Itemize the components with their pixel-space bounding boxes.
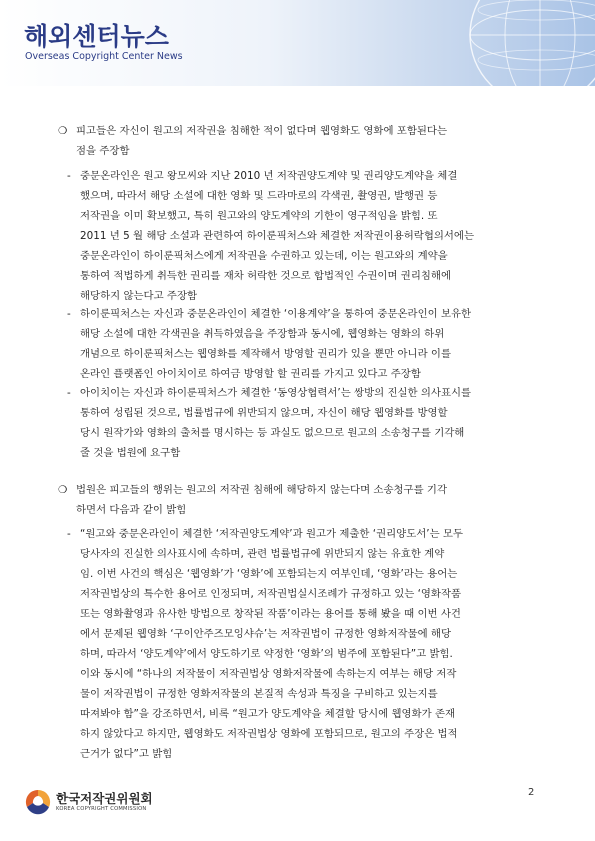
paragraph-line: 하며, 따라서 ‘양도계약’에서 양도하기로 약정한 ‘영화’의 범주에 포함된다”고 밝힘. — [80, 648, 453, 660]
paragraph-line: 피고들은 자신이 원고의 저작권을 침해한 적이 없다며 웹영화도 영화에 포함된다는 — [76, 125, 447, 137]
org-name: 한국저작권위원회 — [56, 791, 153, 806]
newsletter-subtitle: Overseas Copyright Center News — [25, 51, 183, 62]
paragraph-line: 에서 문제된 웹영화 ‘구이안주즈모잉샤슈’는 저작권법이 규정한 영화저작물에 해당 — [80, 628, 451, 640]
paragraph-line: 통하여 성립된 것으로, 법률법규에 위반되지 않으며, 자신이 해당 웹영화를 방영할 — [80, 407, 448, 419]
newsletter-title: 해외센터뉴스 — [24, 22, 169, 51]
page-number: 2 — [528, 787, 535, 798]
paragraph-line: 저작권을 이미 확보했고, 특히 원고와의 양도계약의 기한이 영구적임을 밝힘. 또 — [80, 210, 438, 222]
dash-bullet: - — [67, 387, 71, 399]
commission-emblem-icon — [24, 788, 52, 816]
paragraph-line: 하이룬픽처스는 자신과 중문온라인이 체결한 ‘이용계약’을 통하여 중문온라인이 보유한 — [80, 308, 472, 320]
paragraph-line: 이와 동시에 “하나의 저작물이 저작권법상 영화저작물에 속하는지 여부는 해당 저작 — [80, 668, 457, 680]
paragraph-line: 했으며, 따라서 해당 소설에 대한 영화 및 드라마로의 각색권, 촬영권, 발행권 등 — [80, 190, 438, 202]
paragraph-line: 하지 않았다고 하지만, 웹영화도 저작권법상 영화에 포함되므로, 원고의 주장은 법적 — [80, 728, 458, 740]
paragraph-line: 물이 저작권법이 규정한 영화저작물의 본질적 속성과 특징을 구비하고 있는지를 — [80, 688, 438, 700]
circle-bullet-icon: ❍ — [58, 484, 68, 496]
paragraph-line: 개념으로 하이룬픽처스는 웹영화를 제작해서 방영할 권리가 있을 뿐만 아니라 이를 — [80, 348, 451, 360]
dash-bullet: - — [67, 170, 71, 182]
paragraph-line: 또는 영화촬영과 유사한 방법으로 창작된 작품’이라는 용어를 통해 봤을 때 이번 사건 — [80, 608, 461, 620]
page-header — [0, 0, 595, 86]
paragraph-line: 하면서 다음과 같이 밝힘 — [76, 504, 187, 516]
paragraph-line: 임. 이번 사건의 핵심은 ‘웹영화’가 ‘영화’에 포함되는지 여부인데, ‘영화’라는 용어는 — [80, 568, 458, 580]
paragraph-line: 근거가 없다”고 밝힘 — [80, 748, 173, 760]
dash-bullet: - — [67, 308, 71, 320]
paragraph-line: 중문온라인은 원고 왕모씨와 지난 2010 년 저작권양도계약 및 권리양도계약을 체결 — [80, 170, 458, 182]
paragraph-line: 중문온라인이 하이룬픽처스에게 저작권을 수권하고 있는데, 이는 원고와의 계약을 — [80, 250, 448, 262]
paragraph-line: 당시 원작가와 영화의 출처를 명시하는 등 과실도 없으므로 원고의 소송청구를 기각해 — [80, 427, 465, 439]
paragraph-line: 통하여 적법하게 취득한 권리를 재차 허락한 것으로 합법적인 수권이며 권리침해에 — [80, 270, 451, 282]
org-name-english: KOREA COPYRIGHT COMMISSION — [56, 806, 147, 812]
dash-bullet: - — [67, 528, 71, 540]
circle-bullet-icon: ❍ — [58, 125, 68, 137]
paragraph-line: 따져봐야 함”을 강조하면서, 비록 “원고가 양도계약을 체결할 당시에 웹영화가 존재 — [80, 708, 456, 720]
paragraph-line: 아이치이는 자신과 하이룬픽처스가 체결한 ‘동영상협력서’는 쌍방의 진실한 의사표시를 — [80, 387, 472, 399]
paragraph-line: 해당하지 않는다고 주장함 — [80, 290, 198, 302]
globe-graphic — [445, 0, 595, 86]
paragraph-line: 점을 주장함 — [76, 145, 130, 157]
paragraph-line: 해당 소설에 대한 각색권을 취득하였음을 주장함과 동시에, 웹영화는 영화의 하위 — [80, 328, 445, 340]
paragraph-line: 저작권법상의 특수한 용어로 인정되며, 저작권법실시조례가 규정하고 있는 ‘영화작품 — [80, 588, 462, 600]
paragraph-line: “원고와 중문온라인이 체결한 ‘저작권양도계약’과 원고가 제출한 ‘권리양도서’는 모두 — [80, 528, 463, 540]
paragraph-line: 법원은 피고들의 행위는 원고의 저작권 침해에 해당하지 않는다며 소송청구를 기각 — [76, 484, 447, 496]
copyright-commission-logo — [22, 788, 162, 816]
paragraph-line: 2011 년 5 월 해당 소설과 관련하여 하이룬픽처스와 체결한 저작권이용허락협의서에는 — [80, 230, 475, 242]
paragraph-line: 줄 것을 법원에 요구함 — [80, 447, 181, 459]
paragraph-line: 온라인 플랫폼인 아이치이로 하여금 방영할 할 권리를 가지고 있다고 주장함 — [80, 368, 421, 380]
paragraph-line: 당사자의 진실한 의사표시에 속하며, 관련 법률법규에 위반되지 않는 유효한 계약 — [80, 548, 445, 560]
